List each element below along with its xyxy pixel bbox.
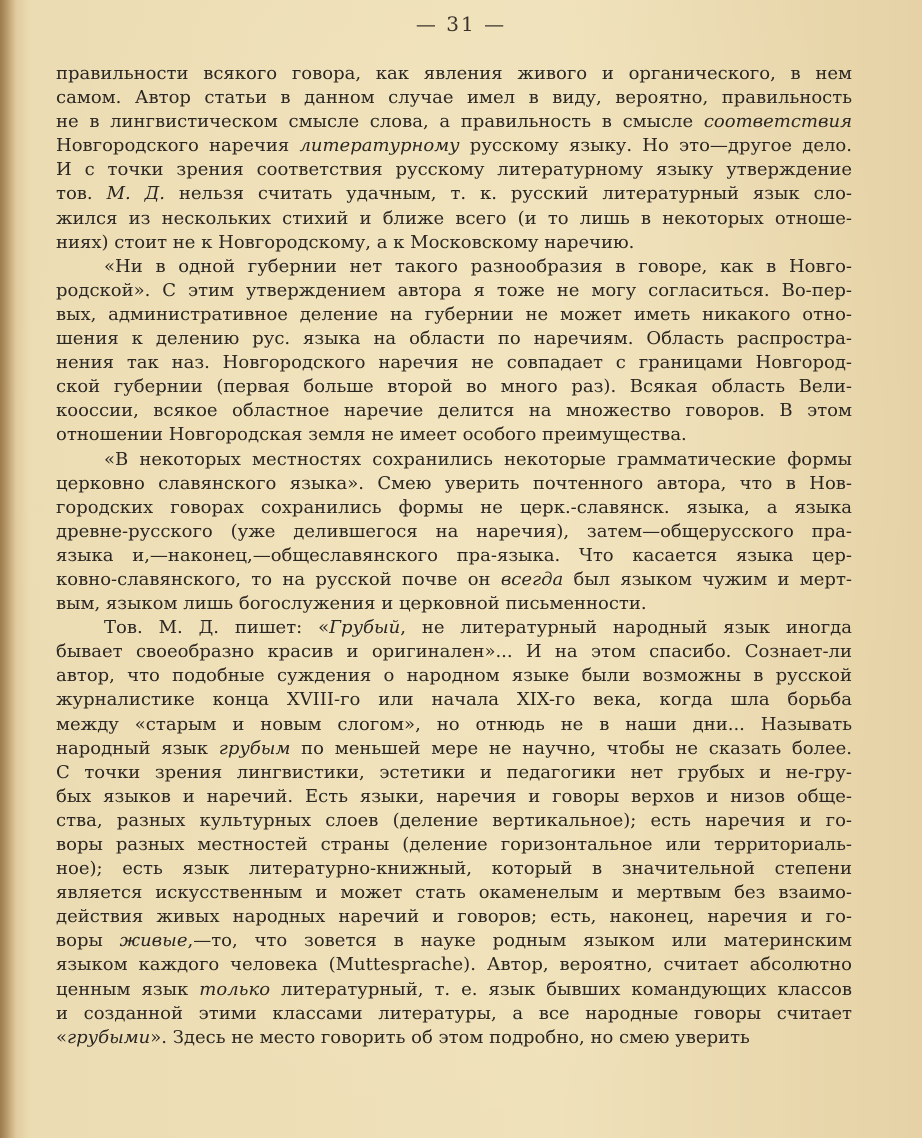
text-line [56,158,852,182]
text-segment: ства, разных культурных слоев (деление вертикальное); есть наречия и го- [56,809,852,831]
paragraph [56,255,852,448]
text-line [56,929,852,953]
text-line [56,472,852,496]
emphasized-text: Грубый [329,617,401,639]
text-segment: самом. Автор статьи в данном случае имел в виду, вероятно, правильность [56,87,852,109]
spine-shadow [0,0,16,1138]
text-segment: является искусственным и может стать окаменелым и мертвым без взаимо- [56,882,852,904]
text-line [56,110,852,134]
text-segment: и созданной этими классами литературы, а все народные говоры считает [56,1002,852,1024]
text-line [56,399,852,423]
text-line [56,279,852,303]
emphasized-text: грубым [218,737,291,759]
text-segment: ное); есть язык литературно-книжный, который в значительной степени [56,858,852,880]
text-segment: жился из нескольких стихий и ближе всего (и то лишь в некоторых отноше- [56,207,852,229]
text-segment: языка и,—наконец,—общеславянского пра-языка. Что касается языка цер- [56,544,852,566]
text-segment: церковно славянского языка». Смею уверить почтенного автора, что в Нов- [56,472,852,494]
text-line [56,785,852,809]
text-line [56,616,852,640]
text-segment: родской». С этим утверждением автора я тоже не могу согласиться. Во-пер- [56,279,852,301]
text-line [56,86,852,110]
text-segment: отношении Новгородская земля не имеет особого преимущества. [56,424,687,446]
text-segment: нельзя считать удачным, т. к. русский литературный язык сло- [164,183,852,205]
text-line [56,761,852,785]
text-segment: древне-русского (уже делившегося на наречия), затем—общерусского пра- [56,520,852,542]
text-segment: между «старым и новым слогом», но отнюдь не в наши дни... Называть [56,713,852,735]
emphasized-text: соответствия [703,111,852,133]
text-line [56,1002,852,1026]
text-line [56,978,852,1002]
text-segment: не в лингвистическом смысле слова, а правильность в смысле [56,111,704,133]
text-segment: бывает своеобразно красив и оригинален»... И на этом спасибо. Сознает-ли [56,641,852,663]
text-segment: Тов. М. Д. пишет: « [104,617,330,639]
text-segment: русскому языку. Но это—другое дело. [459,135,852,157]
text-segment: был языком чужим и мерт- [563,568,852,590]
text-segment: действия живых народных наречий и говоров; есть, наконец, наречия и го- [56,906,852,928]
text-line [56,207,852,231]
paragraph [56,448,852,617]
paragraph [56,62,852,255]
text-segment: по меньшей мере не научно, чтобы не сказать более. [290,737,852,759]
text-line [56,833,852,857]
text-line [56,809,852,833]
text-segment: ». Здесь не место говорить об этом подробно, но смею уверить [150,1026,750,1048]
text-line [56,62,852,86]
text-segment: правильности всякого говора, как явления живого и органического, в нем [56,63,852,84]
text-line [56,134,852,158]
text-line [56,688,852,712]
text-segment: вым, языком лишь богослужения и церковной письменности. [56,593,647,615]
text-segment: «В некоторых местностях сохранились некоторые грамматические формы [104,448,852,470]
text-segment: ,—то, что зовется в науке родным языком или материнским [187,930,852,952]
text-line [56,568,852,592]
text-segment: бых языков и наречий. Есть языки, наречия и говоры верхов и низов обще- [56,785,852,807]
emphasized-text: только [199,978,271,1000]
text-line [56,496,852,520]
text-line [56,737,852,761]
text-segment: С точки зрения лингвистики, эстетики и педагогики нет грубых и не-гру- [56,761,852,783]
text-line [56,1026,852,1050]
text-line [56,640,852,664]
paragraph [56,616,852,1050]
text-line [56,713,852,737]
text-line [56,375,852,399]
text-segment: «Ни в одной губернии нет такого разнообразия в говоре, как в Новго- [104,255,852,277]
text-line [56,423,852,447]
text-segment: вых, административное деление на губернии не может иметь никакого отно- [56,303,852,325]
text-segment: языком каждого человека (Muttesprache). Автор, вероятно, считает абсолютно [56,954,852,976]
text-line [56,520,852,544]
text-line [56,255,852,279]
text-segment: ской губернии (первая больше второй во много раз). Всякая область Вели- [56,376,852,398]
text-line [56,544,852,568]
text-segment: ниях) стоит не к Новгородскому, а к Московскому наречию. [56,231,635,253]
text-segment: нения так наз. Новгородского наречия не совпадает с границами Новгород- [56,352,852,374]
text-segment: шения к делению рус. языка на области по наречиям. Область распростра- [56,328,852,350]
text-line [56,327,852,351]
emphasized-text: М. Д. [106,183,165,205]
text-segment: народный язык [56,737,219,759]
text-line [56,905,852,929]
text-segment: ковно-славянского, то на русской почве он [56,568,501,590]
text-segment: , не литературный народный язык иногда [400,617,852,639]
text-line [56,231,852,255]
text-line [56,881,852,905]
text-line [56,351,852,375]
text-segment: ценным язык [56,978,200,1000]
text-segment: журналистике конца XVIII-го или начала XIX-го века, когда шла борьба [56,689,852,711]
text-line [56,857,852,881]
emphasized-text: всегда [500,568,564,590]
text-segment: « [56,1026,68,1048]
text-segment: Новгородского наречия [56,135,300,157]
text-segment: И с точки зрения соответствия русскому литературному языку утверждение [56,159,852,181]
text-line [56,303,852,327]
text-segment: литературный, т. е. язык бывших командующих классов [270,978,852,1000]
text-segment: воры разных местностей страны (деление горизонтальное или территориаль- [56,834,852,855]
text-line [56,592,852,616]
text-segment: кооссии, всякое областное наречие делится на множество говоров. В этом [56,400,852,422]
text-segment: тов. [56,183,107,205]
body-text [56,62,852,1050]
text-line [56,953,852,977]
emphasized-text: грубыми [67,1026,151,1048]
text-segment: автор, что подобные суждения о народном языке были возможны в русской [56,665,852,687]
text-line [56,182,852,206]
text-segment: воры [56,930,120,952]
emphasized-text: живые [119,930,188,952]
text-line [56,448,852,472]
emphasized-text: литературному [299,135,460,157]
text-line [56,664,852,688]
text-segment: городских говорах сохранились формы не церк.-славянск. языка, а языка [56,496,852,518]
page-number: — 31 — [415,12,507,36]
